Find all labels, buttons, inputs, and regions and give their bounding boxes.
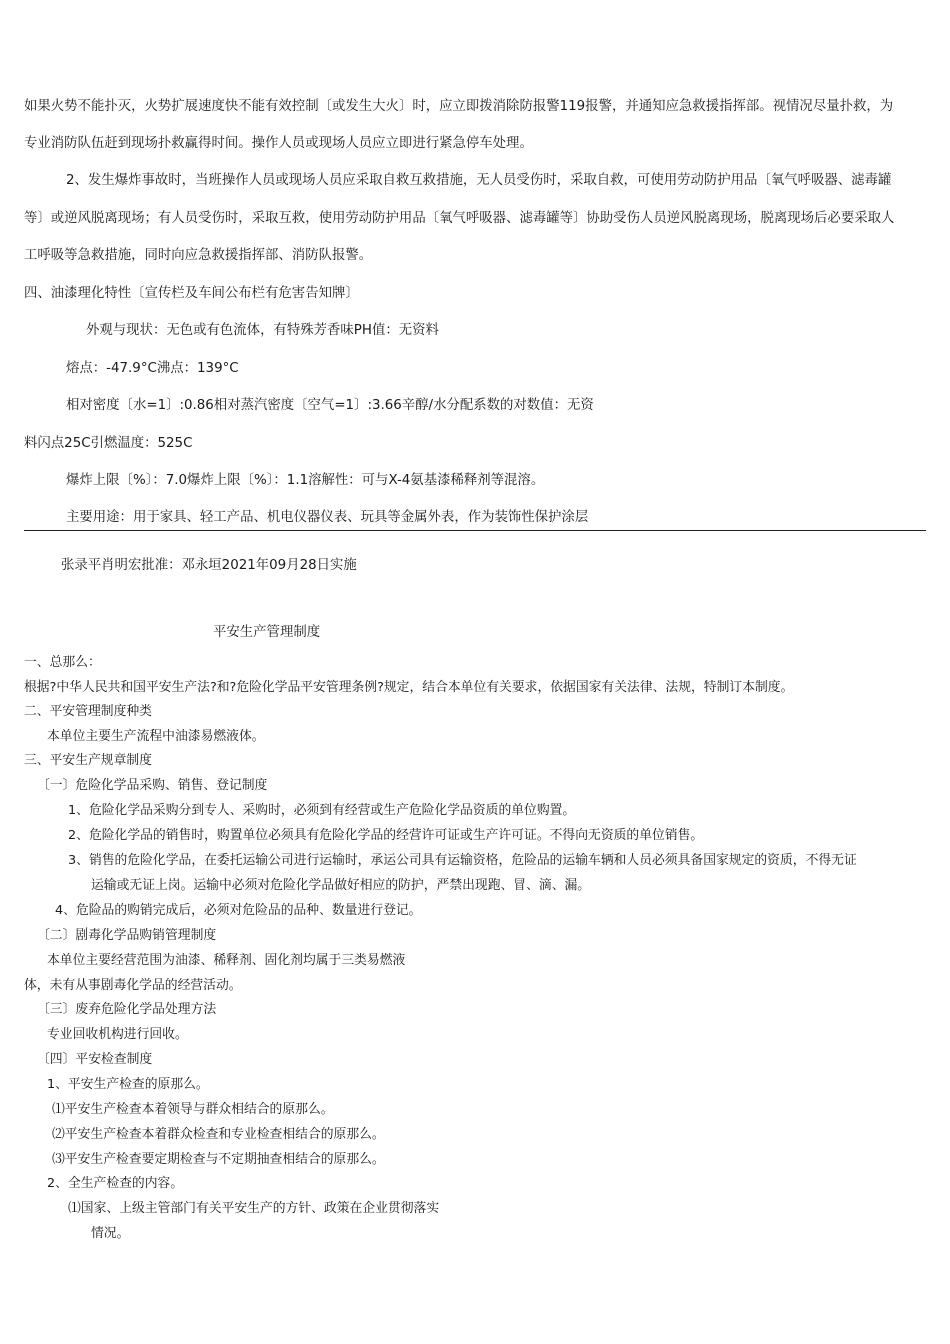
procurement-heading: 〔一〕危险化学品采购、销售、登记制度	[37, 778, 268, 793]
inspection-principles: 1、平安生产检查的原那么。	[47, 1077, 209, 1092]
procurement-item-3-line-2: 运输或无证上岗。运输中必须对危险化学品做好相应的防护，严禁出现跑、冒、滴、漏。	[91, 878, 591, 893]
procurement-item-4: 4、危险品的购销完成后，必须对危险品的品种、数量进行登记。	[55, 903, 422, 918]
procurement-item-1: 1、危险化学品采购分到专人、采购时，必须到有经营或生产危险化学品资质的单位购置。	[68, 803, 576, 818]
paint-properties-heading: 四、油漆理化特性〔宣传栏及车间公布栏有危害告知牌〕	[24, 286, 359, 301]
inspection-principle-1: ⑴平安生产检查本着领导与群众相结合的原那么。	[52, 1102, 334, 1117]
procurement-item-2: 2、危险化学品的销售时，购置单位必须具有危险化学品的经营许可证或生产许可证。不得向无资质的单位销售。	[68, 828, 704, 843]
inspection-content-1-line-2: 情况。	[91, 1226, 130, 1241]
waste-text: 专业回收机构进行回收。	[47, 1027, 188, 1042]
rules-heading: 三、平安生产规章制度	[24, 753, 152, 768]
approval-line: 张录平肖明宏批准：邓永垣2021年09月28日实施	[61, 558, 357, 573]
toxic-text-line-1: 本单位主要经营范围为油漆、稀释剂、固化剂均属于三类易燃液	[47, 953, 406, 968]
fire-paragraph-line-1: 如果火势不能扑灭，火势扩展速度快不能有效控制〔或发生大火〕时，应立即拨消除防报警119报警，并通知应急救援指挥部。视情况尽量扑救，为	[24, 99, 894, 114]
inspection-content-1-line-1: ⑴国家、上级主管部门有关平安生产的方针、政策在企业贯彻落实	[68, 1201, 440, 1216]
paint-flash-point: 料闪点25C引燃温度：525C	[24, 436, 193, 451]
inspection-heading: 〔四〕平安检查制度	[37, 1052, 153, 1067]
section-divider	[24, 530, 926, 531]
paint-usage: 主要用途：用于家具、轻工产品、机电仪器仪表、玩具等金属外表，作为装饰性保护涂层	[66, 510, 589, 525]
toxic-text-line-2: 体，未有从事剧毒化学品的经营活动。	[24, 978, 242, 993]
paint-melting-boiling: 熔点：-47.9°C沸点：139°C	[66, 361, 239, 376]
regulation-title: 平安生产管理制度	[213, 625, 321, 640]
general-text: 根据?中华人民共和国平安生产法?和?危险化学品平安管理条例?规定，结合本单位有关要求，依据国家有关法律、法规，特制订本制度。	[24, 680, 794, 695]
toxic-heading: 〔二〕剧毒化学品购销管理制度	[37, 928, 217, 943]
waste-heading: 〔三〕废弃危险化学品处理方法	[37, 1002, 217, 1017]
explosion-paragraph-line-2: 等〕或逆风脱离现场；有人员受伤时，采取互救，使用劳动防护用品〔氧气呼吸器、滤毒罐等〕协助受伤人员逆风脱离现场，脱离现场后必要采取人	[24, 211, 895, 226]
paint-explosion-limits: 爆炸上限〔%〕：7.0爆炸上限〔%〕：1.1溶解性：可与X-4氨基漆稀释剂等混溶。	[66, 473, 545, 488]
procurement-item-3-line-1: 3、销售的危险化学品，在委托运输公司进行运输时，承运公司具有运输资格，危险品的运输车辆和人员必须具备国家规定的资质，不得无证	[68, 853, 857, 868]
paint-density: 相对密度〔水=1〕:0.86相对蒸汽密度〔空气=1〕:3.66辛醇/水分配系数的对数值：无资	[66, 398, 594, 413]
paint-appearance: 外观与现状：无色或有色流体，有特殊芳香味PH值：无资料	[86, 323, 439, 338]
fire-paragraph-line-2: 专业消防队伍赶到现场扑救赢得时间。操作人员或现场人员应立即进行紧急停车处理。	[24, 136, 533, 151]
inspection-principle-3: ⑶平安生产检查要定期检查与不定期抽查相结合的原那么。	[52, 1152, 385, 1167]
inspection-content: 2、全生产检查的内容。	[47, 1176, 184, 1191]
categories-text: 本单位主要生产流程中油漆易燃液体。	[47, 729, 265, 744]
categories-heading: 二、平安管理制度种类	[24, 704, 152, 719]
inspection-principle-2: ⑵平安生产检查本着群众检查和专业检查相结合的原那么。	[52, 1127, 385, 1142]
explosion-paragraph-line-3: 工呼吸等急救措施，同时向应急救援指挥部、消防队报警。	[24, 248, 373, 263]
explosion-paragraph-line-1: 2、发生爆炸事故时，当班操作人员或现场人员应采取自救互救措施，无人员受伤时，采取自救，可使用劳动防护用品〔氧气呼吸器、滤毒罐	[66, 173, 892, 188]
general-heading: 一、总那么：	[24, 655, 101, 670]
